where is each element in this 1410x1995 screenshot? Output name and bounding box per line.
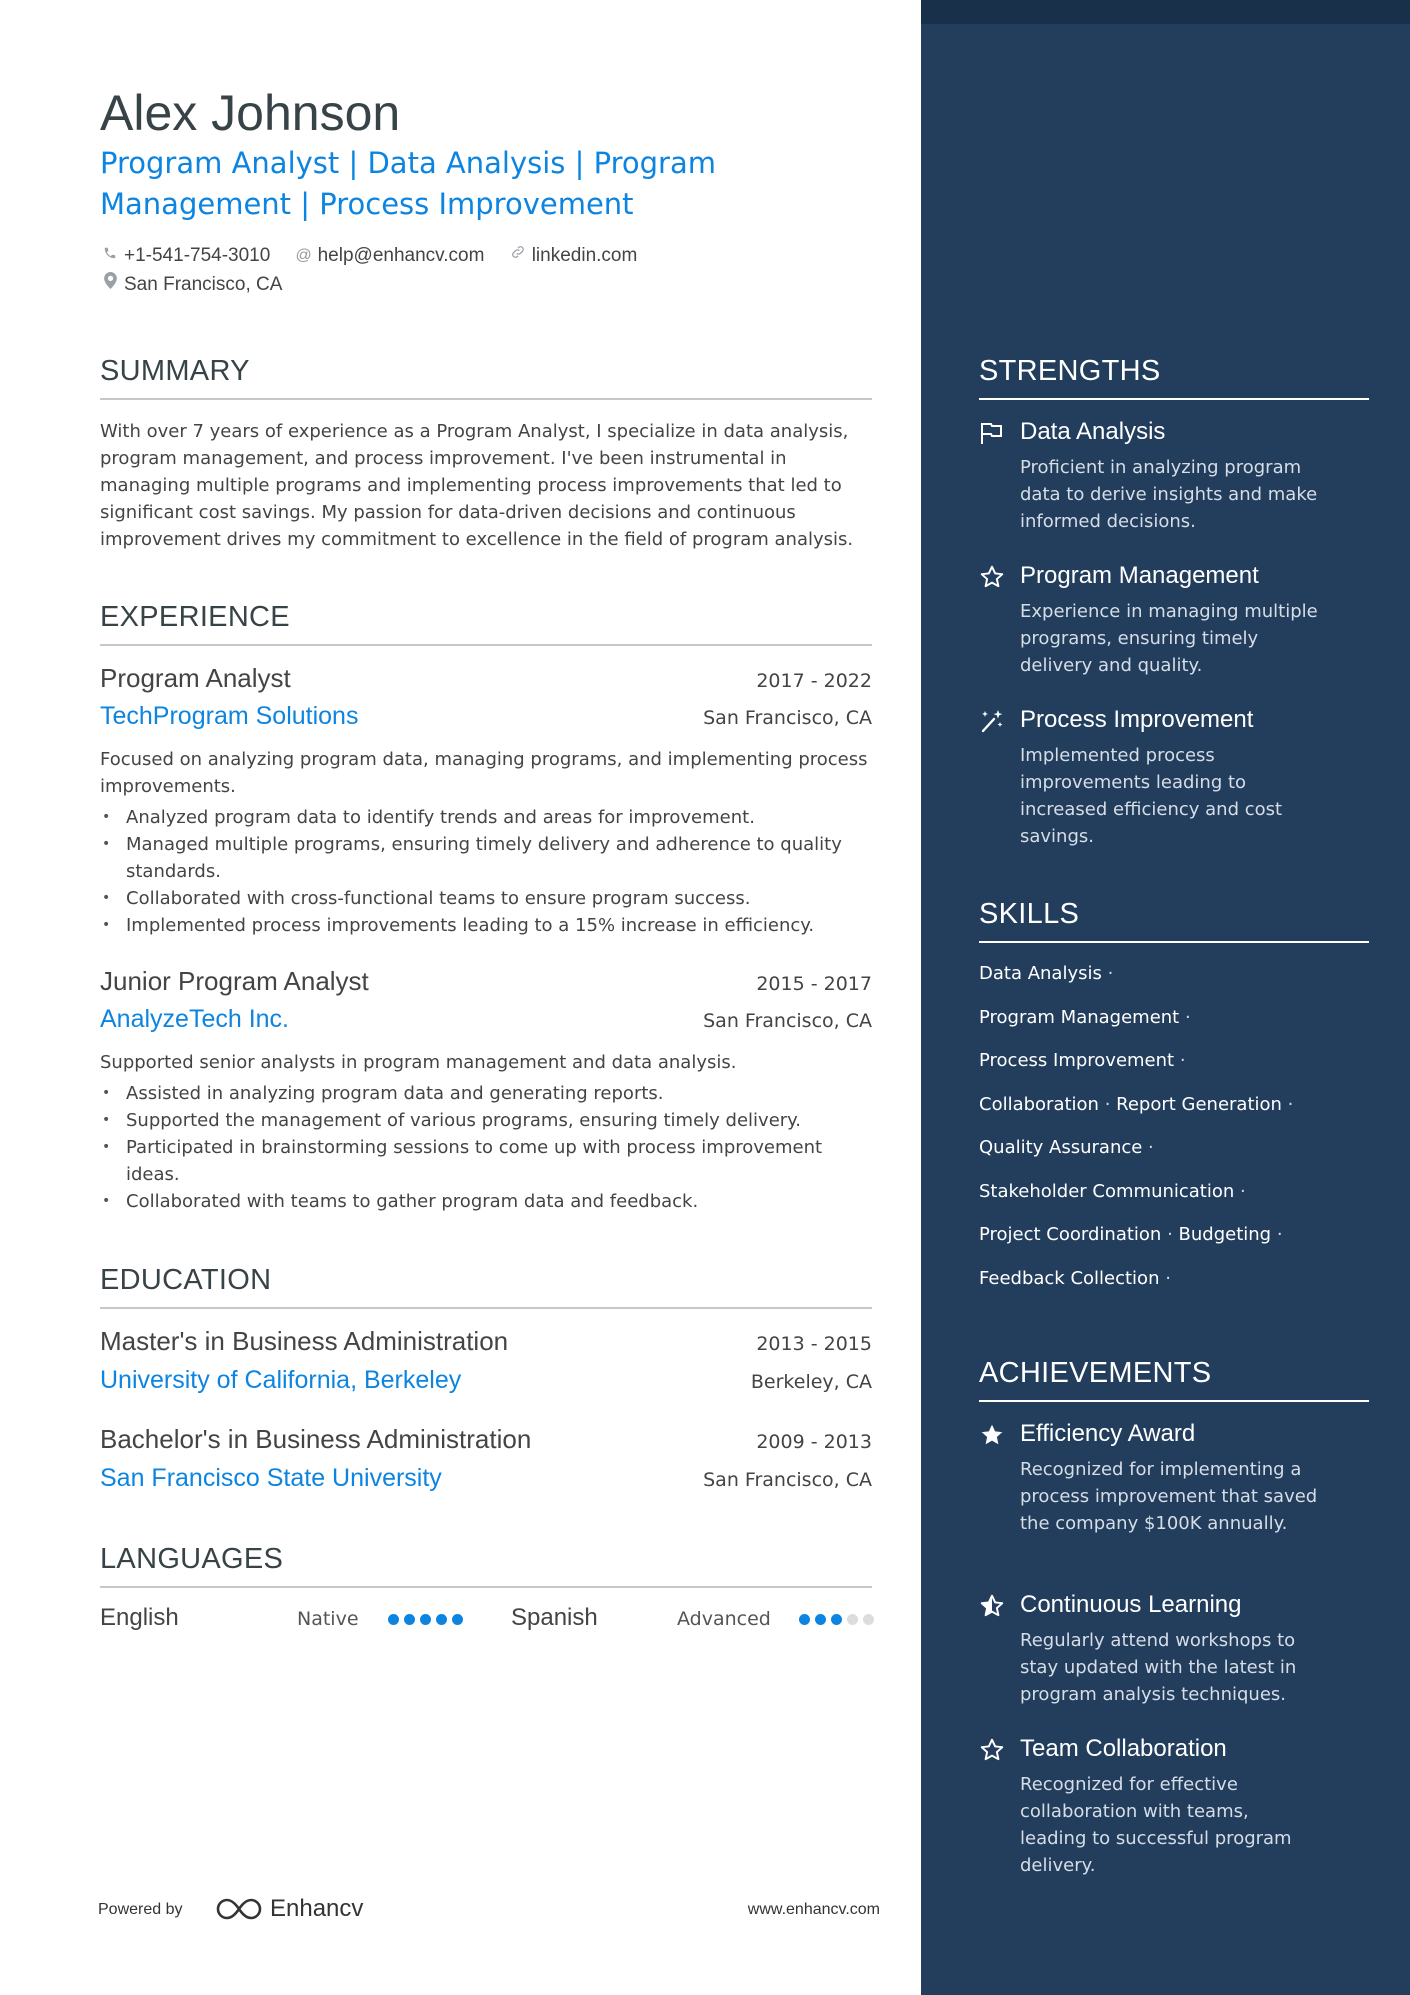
job-dates: 2015 - 2017 [756, 973, 872, 995]
headline-title: Program Analyst | Data Analysis | Program Management | Process Improvement [100, 146, 716, 221]
skills-list [979, 958, 1369, 1306]
linkedin-text: linkedin.com [531, 245, 638, 266]
job-description: Supported senior analysts in program management and data analysis. [100, 1052, 737, 1073]
rating-dot-empty [847, 1614, 858, 1625]
skill-tag: Project Coordination [979, 1224, 1162, 1245]
linkedin-contact[interactable] [508, 242, 638, 270]
skills-row [979, 1132, 1369, 1176]
job-2-company-row [100, 1005, 872, 1034]
skill-tag: Report Generation [1116, 1093, 1282, 1115]
school-name: San Francisco State University [100, 1464, 442, 1492]
achievement-title: Continuous Learning [1020, 1591, 1242, 1618]
strengths-heading: STRENGTHS [979, 355, 1369, 400]
job-location: San Francisco, CA [703, 707, 872, 729]
rating-dot-empty [863, 1614, 874, 1625]
magic-wand-icon [979, 708, 1005, 734]
achievement-text: Regularly attend workshops to stay updated with the latest in program analysis techniques. [1020, 1630, 1297, 1705]
list-item: • Participated in brainstorming sessions to come up with process improvement ideas. [100, 1134, 872, 1188]
achievement-text: Recognized for implementing a process improvement that saved the company $100K annually. [1020, 1459, 1318, 1534]
achievement-title: Efficiency Award [1020, 1420, 1196, 1447]
education-heading: EDUCATION [100, 1264, 872, 1309]
language-level: Native [297, 1608, 359, 1630]
rating-dot-filled [799, 1614, 810, 1625]
skills-row [979, 1045, 1369, 1089]
job-dates: 2017 - 2022 [756, 670, 872, 692]
education-dates: 2009 - 2013 [756, 1431, 872, 1453]
degree-title: Master's in Business Administration [100, 1326, 509, 1356]
school-location: San Francisco, CA [703, 1469, 872, 1491]
job-role: Junior Program Analyst [100, 966, 369, 996]
achievement-text: Recognized for effective collaboration with teams, leading to successful program delivery. [1020, 1774, 1292, 1876]
summary-text: With over 7 years of experience as a Program Analyst, I specialize in data analysis, program management, and process improvement. I've been instrumental in managing multiple programs and implementing process improvements that led to significant cost savings. My passion for data-driven decisions and continuous improvement drives my commitment to excellence in the field of program analysis. [100, 421, 854, 550]
phone-icon [100, 242, 120, 270]
skill-separator: · [1098, 1093, 1117, 1115]
strength-title: Data Analysis [1020, 418, 1166, 445]
rating-dot-filled [420, 1614, 431, 1625]
footer [98, 1895, 880, 1925]
experience-heading: EXPERIENCE [100, 601, 872, 646]
language-level: Advanced [677, 1608, 771, 1630]
skill-separator: · [1234, 1180, 1246, 1202]
flag-icon [979, 420, 1005, 446]
location-text: San Francisco, CA [124, 274, 283, 295]
skills-row [979, 1176, 1369, 1220]
strength-text: Experience in managing multiple programs, ensuring timely delivery and quality. [1020, 601, 1318, 676]
skill-separator: · [1159, 1267, 1171, 1289]
degree-title: Bachelor's in Business Administration [100, 1424, 532, 1454]
skills-row [979, 1263, 1369, 1307]
strength-title: Process Improvement [1020, 706, 1254, 733]
at-icon: @ [295, 247, 312, 264]
job-company: AnalyzeTech Inc. [100, 1005, 289, 1033]
skill-tag: Budgeting [1178, 1224, 1272, 1245]
rating-dot-filled [404, 1614, 415, 1625]
skill-separator: · [1271, 1224, 1283, 1245]
phone-contact[interactable] [100, 242, 270, 270]
skills-row [979, 958, 1369, 1002]
skill-separator: · [1161, 1224, 1179, 1245]
skill-separator: · [1174, 1050, 1186, 1071]
list-item: • Supported the management of various programs, ensuring timely delivery. [100, 1107, 872, 1134]
skills-row [979, 1219, 1369, 1263]
sidebar-top-band [921, 0, 1410, 24]
list-item: • Implemented process improvements leading to a 15% increase in efficiency. [100, 912, 872, 939]
achievements-heading: ACHIEVEMENTS [979, 1357, 1369, 1402]
strength-title: Program Management [1020, 562, 1259, 589]
infinity-logo-icon [216, 1897, 262, 1921]
job-location: San Francisco, CA [703, 1010, 872, 1032]
skill-tag: Quality Assurance [979, 1137, 1143, 1158]
powered-by-label: Powered by [98, 1901, 183, 1918]
skill-tag: Process Improvement [979, 1050, 1175, 1071]
skill-separator: · [1101, 963, 1114, 984]
language-name: Spanish [511, 1604, 598, 1631]
strength-text: Implemented process improvements leading to increased efficiency and cost savings. [1020, 745, 1283, 847]
star-outline-icon [979, 564, 1005, 590]
sidebar [921, 0, 1410, 1995]
email-contact[interactable] [294, 242, 485, 270]
languages-heading: LANGUAGES [100, 1543, 872, 1588]
school-name: University of California, Berkeley [100, 1366, 462, 1394]
list-item: • Collaborated with cross-functional teams to ensure program success. [100, 885, 872, 912]
job-description: Focused on analyzing program data, managing programs, and implementing process improvements. [100, 749, 868, 797]
language-rating [388, 1614, 463, 1625]
school-location: Berkeley, CA [750, 1371, 872, 1393]
link-icon [508, 242, 528, 270]
candidate-name: Alex Johnson [100, 85, 401, 141]
list-item: • Managed multiple programs, ensuring timely delivery and adherence to quality standards. [100, 831, 872, 885]
skill-separator: · [1281, 1093, 1294, 1115]
email-text: help@enhancv.com [317, 245, 485, 266]
job-1-bullets [100, 804, 872, 939]
education-2-header [100, 1424, 872, 1455]
website-link[interactable]: www.enhancv.com [747, 1901, 880, 1918]
star-half-icon [979, 1593, 1005, 1619]
contact-info [100, 241, 760, 299]
job-1-header [100, 663, 872, 694]
star-outline-icon [979, 1737, 1005, 1763]
skills-row [979, 1002, 1369, 1046]
brand-name: Enhancv [270, 1895, 364, 1922]
brand-logo[interactable] [216, 1895, 363, 1923]
rating-dot-filled [815, 1614, 826, 1625]
strength-text: Proficient in analyzing program data to derive insights and make informed decisions. [1020, 457, 1318, 532]
rating-dot-filled [831, 1614, 842, 1625]
skills-heading: SKILLS [979, 898, 1369, 943]
list-item: • Collaborated with teams to gather program data and feedback. [100, 1188, 872, 1215]
list-item: • Analyzed program data to identify trends and areas for improvement. [100, 804, 872, 831]
education-2-school-row [100, 1464, 872, 1493]
job-2-header [100, 966, 872, 997]
rating-dot-filled [452, 1614, 463, 1625]
language-name: English [100, 1604, 179, 1631]
skill-separator: · [1179, 1006, 1191, 1028]
job-2-bullets [100, 1080, 872, 1215]
skill-tag: Program Management [979, 1006, 1180, 1028]
skill-separator: · [1142, 1137, 1154, 1158]
job-role: Program Analyst [100, 663, 291, 693]
summary-heading: SUMMARY [100, 355, 872, 400]
rating-dot-filled [388, 1614, 399, 1625]
job-1-company-row [100, 702, 872, 731]
skill-tag: Feedback Collection [979, 1267, 1160, 1289]
star-filled-icon [979, 1422, 1005, 1448]
skill-tag: Collaboration [979, 1093, 1099, 1115]
languages-row [100, 1604, 872, 1638]
language-rating [799, 1614, 874, 1625]
rating-dot-filled [436, 1614, 447, 1625]
location-pin-icon [100, 271, 120, 299]
list-item: • Assisted in analyzing program data and generating reports. [100, 1080, 872, 1107]
education-dates: 2013 - 2015 [756, 1333, 872, 1355]
achievement-title: Team Collaboration [1020, 1735, 1227, 1762]
skill-tag: Stakeholder Communication [979, 1180, 1235, 1202]
location-contact [100, 271, 282, 299]
education-1-school-row [100, 1366, 872, 1395]
skill-tag: Data Analysis [979, 963, 1102, 984]
phone-text: +1-541-754-3010 [124, 245, 271, 266]
skills-row [979, 1089, 1369, 1133]
education-1-header [100, 1326, 872, 1357]
job-company: TechProgram Solutions [100, 702, 359, 730]
